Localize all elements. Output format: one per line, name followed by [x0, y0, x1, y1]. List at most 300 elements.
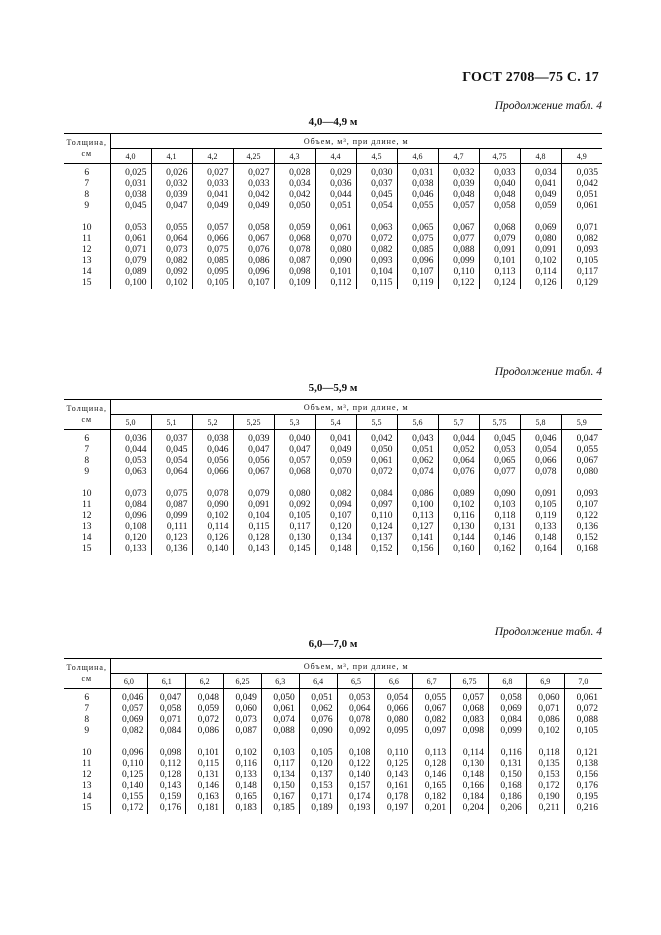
volume-cell: 0,164 — [520, 544, 561, 555]
table-row — [64, 234, 602, 245]
volume-cell: 0,133 — [125, 544, 147, 554]
volume-cell: 0,099 — [438, 256, 479, 267]
volume-cell: 0,079 — [125, 256, 147, 266]
length-header: 4,2 — [192, 149, 233, 164]
volume-cell: 0,074 — [261, 715, 299, 726]
table-row — [64, 781, 602, 792]
volume-cell: 0,096 — [121, 748, 144, 758]
volume-cell: 0,068 — [274, 234, 315, 245]
volume-cell: 0,136 — [151, 544, 192, 555]
volume-cell: 0,046 — [121, 693, 144, 703]
volume-cell: 0,115 — [233, 522, 274, 533]
volume-cell: 0,066 — [192, 234, 233, 245]
thickness-cell: 9 — [64, 467, 110, 478]
volume-cell: 0,109 — [274, 278, 315, 289]
thickness-cell: 11 — [64, 500, 110, 511]
length-header: 6,1 — [148, 674, 186, 689]
volume-cell: 0,086 — [397, 478, 438, 500]
table-row — [64, 737, 602, 759]
volume-cell: 0,060 — [526, 689, 564, 705]
volume-cell: 0,124 — [479, 278, 520, 289]
volume-cell: 0,066 — [375, 704, 413, 715]
volume-cell: 0,034 — [274, 179, 315, 190]
volume-cell: 0,141 — [397, 533, 438, 544]
volume-cell: 0,053 — [337, 689, 375, 705]
table-row — [64, 212, 602, 234]
volume-cell: 0,120 — [125, 533, 147, 543]
table-section-4-0 — [64, 100, 602, 305]
table-row — [64, 689, 602, 705]
volume-cell: 0,098 — [148, 737, 186, 759]
volume-cell: 0,075 — [151, 478, 192, 500]
volume-cell: 0,066 — [520, 456, 561, 467]
length-header: 6,6 — [375, 674, 413, 689]
volume-cell: 0,176 — [564, 781, 602, 792]
volume-cell: 0,155 — [121, 792, 144, 802]
volume-cell: 0,035 — [561, 164, 602, 180]
length-header: 6,2 — [186, 674, 224, 689]
volume-cell: 0,117 — [261, 759, 299, 770]
table-row — [64, 190, 602, 201]
volume-cell: 0,190 — [526, 792, 564, 803]
volume-cell: 0,107 — [233, 278, 274, 289]
volume-cell: 0,046 — [397, 190, 438, 201]
volume-cell: 0,083 — [451, 715, 489, 726]
length-header: 5,25 — [233, 415, 274, 430]
volume-cell: 0,074 — [397, 467, 438, 478]
thickness-cell: 15 — [64, 544, 110, 555]
thickness-cell: 15 — [64, 803, 110, 814]
volume-cell: 0,114 — [192, 522, 233, 533]
length-header: 5,7 — [438, 415, 479, 430]
volume-cell: 0,054 — [375, 689, 413, 705]
volume-cell: 0,045 — [356, 190, 397, 201]
volume-cell: 0,116 — [438, 511, 479, 522]
volume-cell: 0,030 — [356, 164, 397, 180]
volume-cell: 0,047 — [151, 201, 192, 212]
volume-cell: 0,125 — [375, 759, 413, 770]
volume-cell: 0,137 — [299, 770, 337, 781]
thickness-header — [64, 659, 110, 689]
table-row — [64, 278, 602, 289]
volume-cell: 0,057 — [438, 201, 479, 212]
volume-cell: 0,110 — [122, 759, 144, 769]
volume-cell: 0,049 — [224, 689, 262, 705]
volume-cell: 0,059 — [274, 212, 315, 234]
volume-cell: 0,105 — [564, 726, 602, 737]
volume-cell: 0,184 — [451, 792, 489, 803]
volume-cell: 0,153 — [299, 781, 337, 792]
volume-cell: 0,064 — [151, 234, 192, 245]
volume-cell: 0,044 — [438, 430, 479, 446]
volume-cell: 0,104 — [233, 511, 274, 522]
volume-cell: 0,156 — [397, 544, 438, 555]
volume-cell: 0,058 — [488, 689, 526, 705]
volume-cell: 0,043 — [397, 430, 438, 446]
volume-cell: 0,118 — [526, 737, 564, 759]
volume-cell: 0,075 — [192, 245, 233, 256]
volume-cell: 0,110 — [375, 737, 413, 759]
table-row — [64, 164, 602, 180]
volume-cell: 0,119 — [397, 278, 438, 289]
volume-cell: 0,059 — [186, 704, 224, 715]
volume-cell: 0,092 — [337, 726, 375, 737]
volume-cell: 0,084 — [148, 726, 186, 737]
volume-cell: 0,047 — [233, 445, 274, 456]
page-header: ГОСТ 2708—75 С. 17 — [462, 70, 599, 85]
volume-cell: 0,038 — [397, 179, 438, 190]
volume-cell: 0,065 — [397, 212, 438, 234]
volume-cell: 0,082 — [121, 726, 144, 736]
volume-cell: 0,064 — [151, 467, 192, 478]
volume-cell: 0,086 — [233, 256, 274, 267]
volume-cell: 0,091 — [233, 500, 274, 511]
volume-cell: 0,046 — [192, 445, 233, 456]
volume-cell: 0,058 — [233, 212, 274, 234]
volume-cell: 0,033 — [233, 179, 274, 190]
volume-cell: 0,100 — [125, 278, 147, 288]
volume-cell: 0,061 — [561, 201, 602, 212]
volume-cell: 0,067 — [561, 456, 602, 467]
table-row — [64, 792, 602, 803]
volume-cell: 0,176 — [148, 803, 186, 814]
volume-cell: 0,091 — [520, 478, 561, 500]
volume-cell: 0,103 — [261, 737, 299, 759]
thickness-header-label: Толщина, — [66, 663, 107, 672]
volume-cell: 0,084 — [488, 715, 526, 726]
volume-cell: 0,086 — [526, 715, 564, 726]
volume-cell: 0,098 — [451, 726, 489, 737]
volume-cell: 0,057 — [192, 212, 233, 234]
length-header: 4,7 — [438, 149, 479, 164]
volume-cell: 0,165 — [413, 781, 451, 792]
volume-cell: 0,070 — [315, 234, 356, 245]
volume-cell: 0,197 — [375, 803, 413, 814]
volume-cell: 0,146 — [186, 781, 224, 792]
volume-cell: 0,090 — [299, 726, 337, 737]
length-header: 4,6 — [397, 149, 438, 164]
volume-cell: 0,086 — [186, 726, 224, 737]
table-row — [64, 715, 602, 726]
volume-cell: 0,090 — [315, 256, 356, 267]
volume-cell: 0,071 — [526, 704, 564, 715]
volume-cell: 0,156 — [564, 770, 602, 781]
volume-cell: 0,104 — [356, 267, 397, 278]
volume-cell: 0,057 — [121, 704, 144, 714]
length-header: 4,8 — [520, 149, 561, 164]
volume-cell: 0,099 — [151, 511, 192, 522]
volume-cell: 0,057 — [274, 456, 315, 467]
volume-cell: 0,195 — [564, 792, 602, 803]
volume-cell: 0,174 — [337, 792, 375, 803]
volume-cell: 0,078 — [337, 715, 375, 726]
volume-cell: 0,037 — [356, 179, 397, 190]
length-header: 4,1 — [151, 149, 192, 164]
volume-cell: 0,105 — [520, 500, 561, 511]
volume-cell: 0,163 — [186, 792, 224, 803]
volume-cell: 0,137 — [356, 533, 397, 544]
volume-cell: 0,064 — [438, 456, 479, 467]
volume-cell: 0,107 — [397, 267, 438, 278]
volume-cell: 0,034 — [520, 164, 561, 180]
volume-cell: 0,128 — [233, 533, 274, 544]
volume-cell: 0,087 — [274, 256, 315, 267]
volume-cell: 0,206 — [488, 803, 526, 814]
length-header: 6,7 — [413, 674, 451, 689]
volume-cell: 0,094 — [315, 500, 356, 511]
volume-cell: 0,087 — [224, 726, 262, 737]
length-header: 5,0 — [110, 415, 151, 430]
volume-cell: 0,048 — [479, 190, 520, 201]
volume-cell: 0,110 — [356, 511, 397, 522]
volume-table — [64, 399, 602, 555]
length-header: 6,0 — [110, 674, 148, 689]
volume-cell: 0,115 — [186, 759, 224, 770]
volume-cell: 0,047 — [561, 430, 602, 446]
thickness-cell: 9 — [64, 201, 110, 212]
thickness-cell: 6 — [64, 164, 110, 180]
volume-cell: 0,089 — [438, 478, 479, 500]
volume-cell: 0,102 — [192, 511, 233, 522]
volume-cell: 0,039 — [438, 179, 479, 190]
volume-cell: 0,054 — [520, 445, 561, 456]
volume-cell: 0,087 — [151, 500, 192, 511]
table-row — [64, 456, 602, 467]
volume-cell: 0,157 — [337, 781, 375, 792]
volume-cell: 0,159 — [148, 792, 186, 803]
volume-cell: 0,182 — [413, 792, 451, 803]
volume-cell: 0,079 — [233, 478, 274, 500]
table-row — [64, 544, 602, 555]
volume-cell: 0,071 — [561, 212, 602, 234]
volume-cell: 0,165 — [224, 792, 262, 803]
volume-cell: 0,036 — [125, 434, 147, 444]
table-row — [64, 445, 602, 456]
thickness-unit-label: см — [81, 149, 93, 158]
volume-cell: 0,049 — [315, 445, 356, 456]
volume-cell: 0,080 — [561, 467, 602, 478]
volume-cell: 0,201 — [413, 803, 451, 814]
volume-cell: 0,053 — [125, 223, 147, 233]
volume-cell: 0,042 — [274, 190, 315, 201]
volume-cell: 0,073 — [125, 489, 147, 499]
volume-cell: 0,150 — [488, 770, 526, 781]
volume-cell: 0,072 — [564, 704, 602, 715]
table-row — [64, 256, 602, 267]
volume-cell: 0,076 — [299, 715, 337, 726]
volume-cell: 0,136 — [561, 522, 602, 533]
volume-cell: 0,045 — [125, 201, 147, 211]
volume-cell: 0,027 — [233, 164, 274, 180]
volume-cell: 0,115 — [356, 278, 397, 289]
volume-cell: 0,040 — [479, 179, 520, 190]
volume-cell: 0,027 — [192, 164, 233, 180]
volume-cell: 0,133 — [224, 770, 262, 781]
table-row — [64, 511, 602, 522]
thickness-cell: 13 — [64, 781, 110, 792]
thickness-cell: 6 — [64, 689, 110, 705]
volume-cell: 0,047 — [274, 445, 315, 456]
length-header: 4,3 — [274, 149, 315, 164]
volume-cell: 0,057 — [451, 689, 489, 705]
thickness-cell: 8 — [64, 715, 110, 726]
volume-cell: 0,129 — [561, 278, 602, 289]
volume-cell: 0,082 — [315, 478, 356, 500]
volume-cell: 0,111 — [151, 522, 192, 533]
volume-cell: 0,051 — [315, 201, 356, 212]
volume-cell: 0,105 — [192, 278, 233, 289]
volume-cell: 0,103 — [479, 500, 520, 511]
thickness-unit-label: см — [81, 674, 93, 683]
table-row — [64, 759, 602, 770]
volume-cell: 0,032 — [438, 164, 479, 180]
length-header: 4,0 — [110, 149, 151, 164]
volume-cell: 0,112 — [315, 278, 356, 289]
length-header: 5,4 — [315, 415, 356, 430]
volume-cell: 0,026 — [151, 164, 192, 180]
volume-cell: 0,085 — [192, 256, 233, 267]
volume-cell: 0,062 — [397, 456, 438, 467]
volume-cell: 0,082 — [356, 245, 397, 256]
section-title: 6,0—7,0 м — [308, 638, 358, 650]
volume-cell: 0,107 — [561, 500, 602, 511]
volume-cell: 0,143 — [375, 770, 413, 781]
volume-cell: 0,143 — [233, 544, 274, 555]
volume-cell: 0,069 — [121, 715, 144, 725]
volume-cell: 0,171 — [299, 792, 337, 803]
volume-cell: 0,140 — [121, 781, 144, 791]
volume-cell: 0,052 — [438, 445, 479, 456]
length-header: 5,3 — [274, 415, 315, 430]
volume-cell: 0,168 — [488, 781, 526, 792]
table-section-6-0 — [64, 626, 602, 831]
table-row — [64, 770, 602, 781]
thickness-cell: 11 — [64, 234, 110, 245]
volume-cell: 0,114 — [520, 267, 561, 278]
volume-cell: 0,038 — [192, 430, 233, 446]
volume-cell: 0,123 — [151, 533, 192, 544]
volume-cell: 0,048 — [186, 689, 224, 705]
volume-cell: 0,148 — [451, 770, 489, 781]
volume-cell: 0,076 — [438, 467, 479, 478]
volume-cell: 0,029 — [315, 164, 356, 180]
volume-cell: 0,204 — [451, 803, 489, 814]
volume-cell: 0,049 — [520, 190, 561, 201]
volume-cell: 0,105 — [274, 511, 315, 522]
volume-cell: 0,166 — [451, 781, 489, 792]
table-row — [64, 245, 602, 256]
volume-cell: 0,082 — [561, 234, 602, 245]
volume-cell: 0,096 — [233, 267, 274, 278]
table-row — [64, 533, 602, 544]
table-row — [64, 179, 602, 190]
table-row — [64, 267, 602, 278]
volume-cell: 0,120 — [299, 759, 337, 770]
length-header: 6,9 — [526, 674, 564, 689]
length-header: 5,75 — [479, 415, 520, 430]
volume-cell: 0,148 — [315, 544, 356, 555]
section-title: 5,0—5,9 м — [308, 382, 358, 394]
volume-cell: 0,126 — [520, 278, 561, 289]
volume-cell: 0,044 — [125, 445, 147, 455]
volume-cell: 0,072 — [356, 234, 397, 245]
volume-cell: 0,032 — [151, 179, 192, 190]
volume-cell: 0,167 — [261, 792, 299, 803]
volume-cell: 0,090 — [192, 500, 233, 511]
thickness-header — [64, 400, 110, 430]
volume-cell: 0,077 — [479, 467, 520, 478]
table-row — [64, 522, 602, 533]
volume-cell: 0,061 — [261, 704, 299, 715]
volume-cell: 0,061 — [356, 456, 397, 467]
thickness-header — [64, 134, 110, 164]
thickness-cell: 7 — [64, 179, 110, 190]
volume-cell: 0,138 — [564, 759, 602, 770]
volume-cell: 0,093 — [561, 478, 602, 500]
volume-cell: 0,093 — [356, 256, 397, 267]
volume-cell: 0,066 — [192, 467, 233, 478]
volume-cell: 0,073 — [224, 715, 262, 726]
volume-cell: 0,116 — [224, 759, 262, 770]
length-header: 5,8 — [520, 415, 561, 430]
table-row — [64, 726, 602, 737]
volume-cell: 0,095 — [192, 267, 233, 278]
volume-cell: 0,061 — [125, 234, 147, 244]
volume-cell: 0,140 — [192, 544, 233, 555]
volume-cell: 0,039 — [233, 430, 274, 446]
volume-cell: 0,122 — [438, 278, 479, 289]
volume-cell: 0,110 — [438, 267, 479, 278]
volume-cell: 0,128 — [413, 759, 451, 770]
length-header: 4,9 — [561, 149, 602, 164]
volume-cell: 0,048 — [438, 190, 479, 201]
volume-cell: 0,079 — [479, 234, 520, 245]
volume-cell: 0,130 — [451, 759, 489, 770]
volume-cell: 0,108 — [337, 737, 375, 759]
length-header: 6,4 — [299, 674, 337, 689]
length-header: 4,5 — [356, 149, 397, 164]
volume-cell: 0,117 — [274, 522, 315, 533]
volume-cell: 0,071 — [148, 715, 186, 726]
volume-cell: 0,075 — [397, 234, 438, 245]
volume-cell: 0,059 — [315, 456, 356, 467]
thickness-cell: 6 — [64, 430, 110, 446]
volume-cell: 0,102 — [526, 726, 564, 737]
volume-cell: 0,133 — [520, 522, 561, 533]
volume-cell: 0,105 — [299, 737, 337, 759]
length-header: 5,2 — [192, 415, 233, 430]
volume-cell: 0,058 — [479, 201, 520, 212]
volume-cell: 0,050 — [356, 445, 397, 456]
volume-cell: 0,113 — [413, 737, 451, 759]
length-header: 6,75 — [451, 674, 489, 689]
volume-cell: 0,055 — [561, 445, 602, 456]
length-header: 4,75 — [479, 149, 520, 164]
volume-cell: 0,122 — [561, 511, 602, 522]
volume-cell: 0,181 — [186, 803, 224, 814]
volume-cell: 0,101 — [315, 267, 356, 278]
volume-cell: 0,092 — [274, 500, 315, 511]
volume-cell: 0,096 — [125, 511, 147, 521]
volume-cell: 0,093 — [561, 245, 602, 256]
length-header: 5,9 — [561, 415, 602, 430]
volume-cell: 0,082 — [151, 256, 192, 267]
table-row — [64, 467, 602, 478]
volume-cell: 0,168 — [561, 544, 602, 555]
volume-cell: 0,119 — [520, 511, 561, 522]
volume-cell: 0,189 — [299, 803, 337, 814]
volume-cell: 0,102 — [151, 278, 192, 289]
